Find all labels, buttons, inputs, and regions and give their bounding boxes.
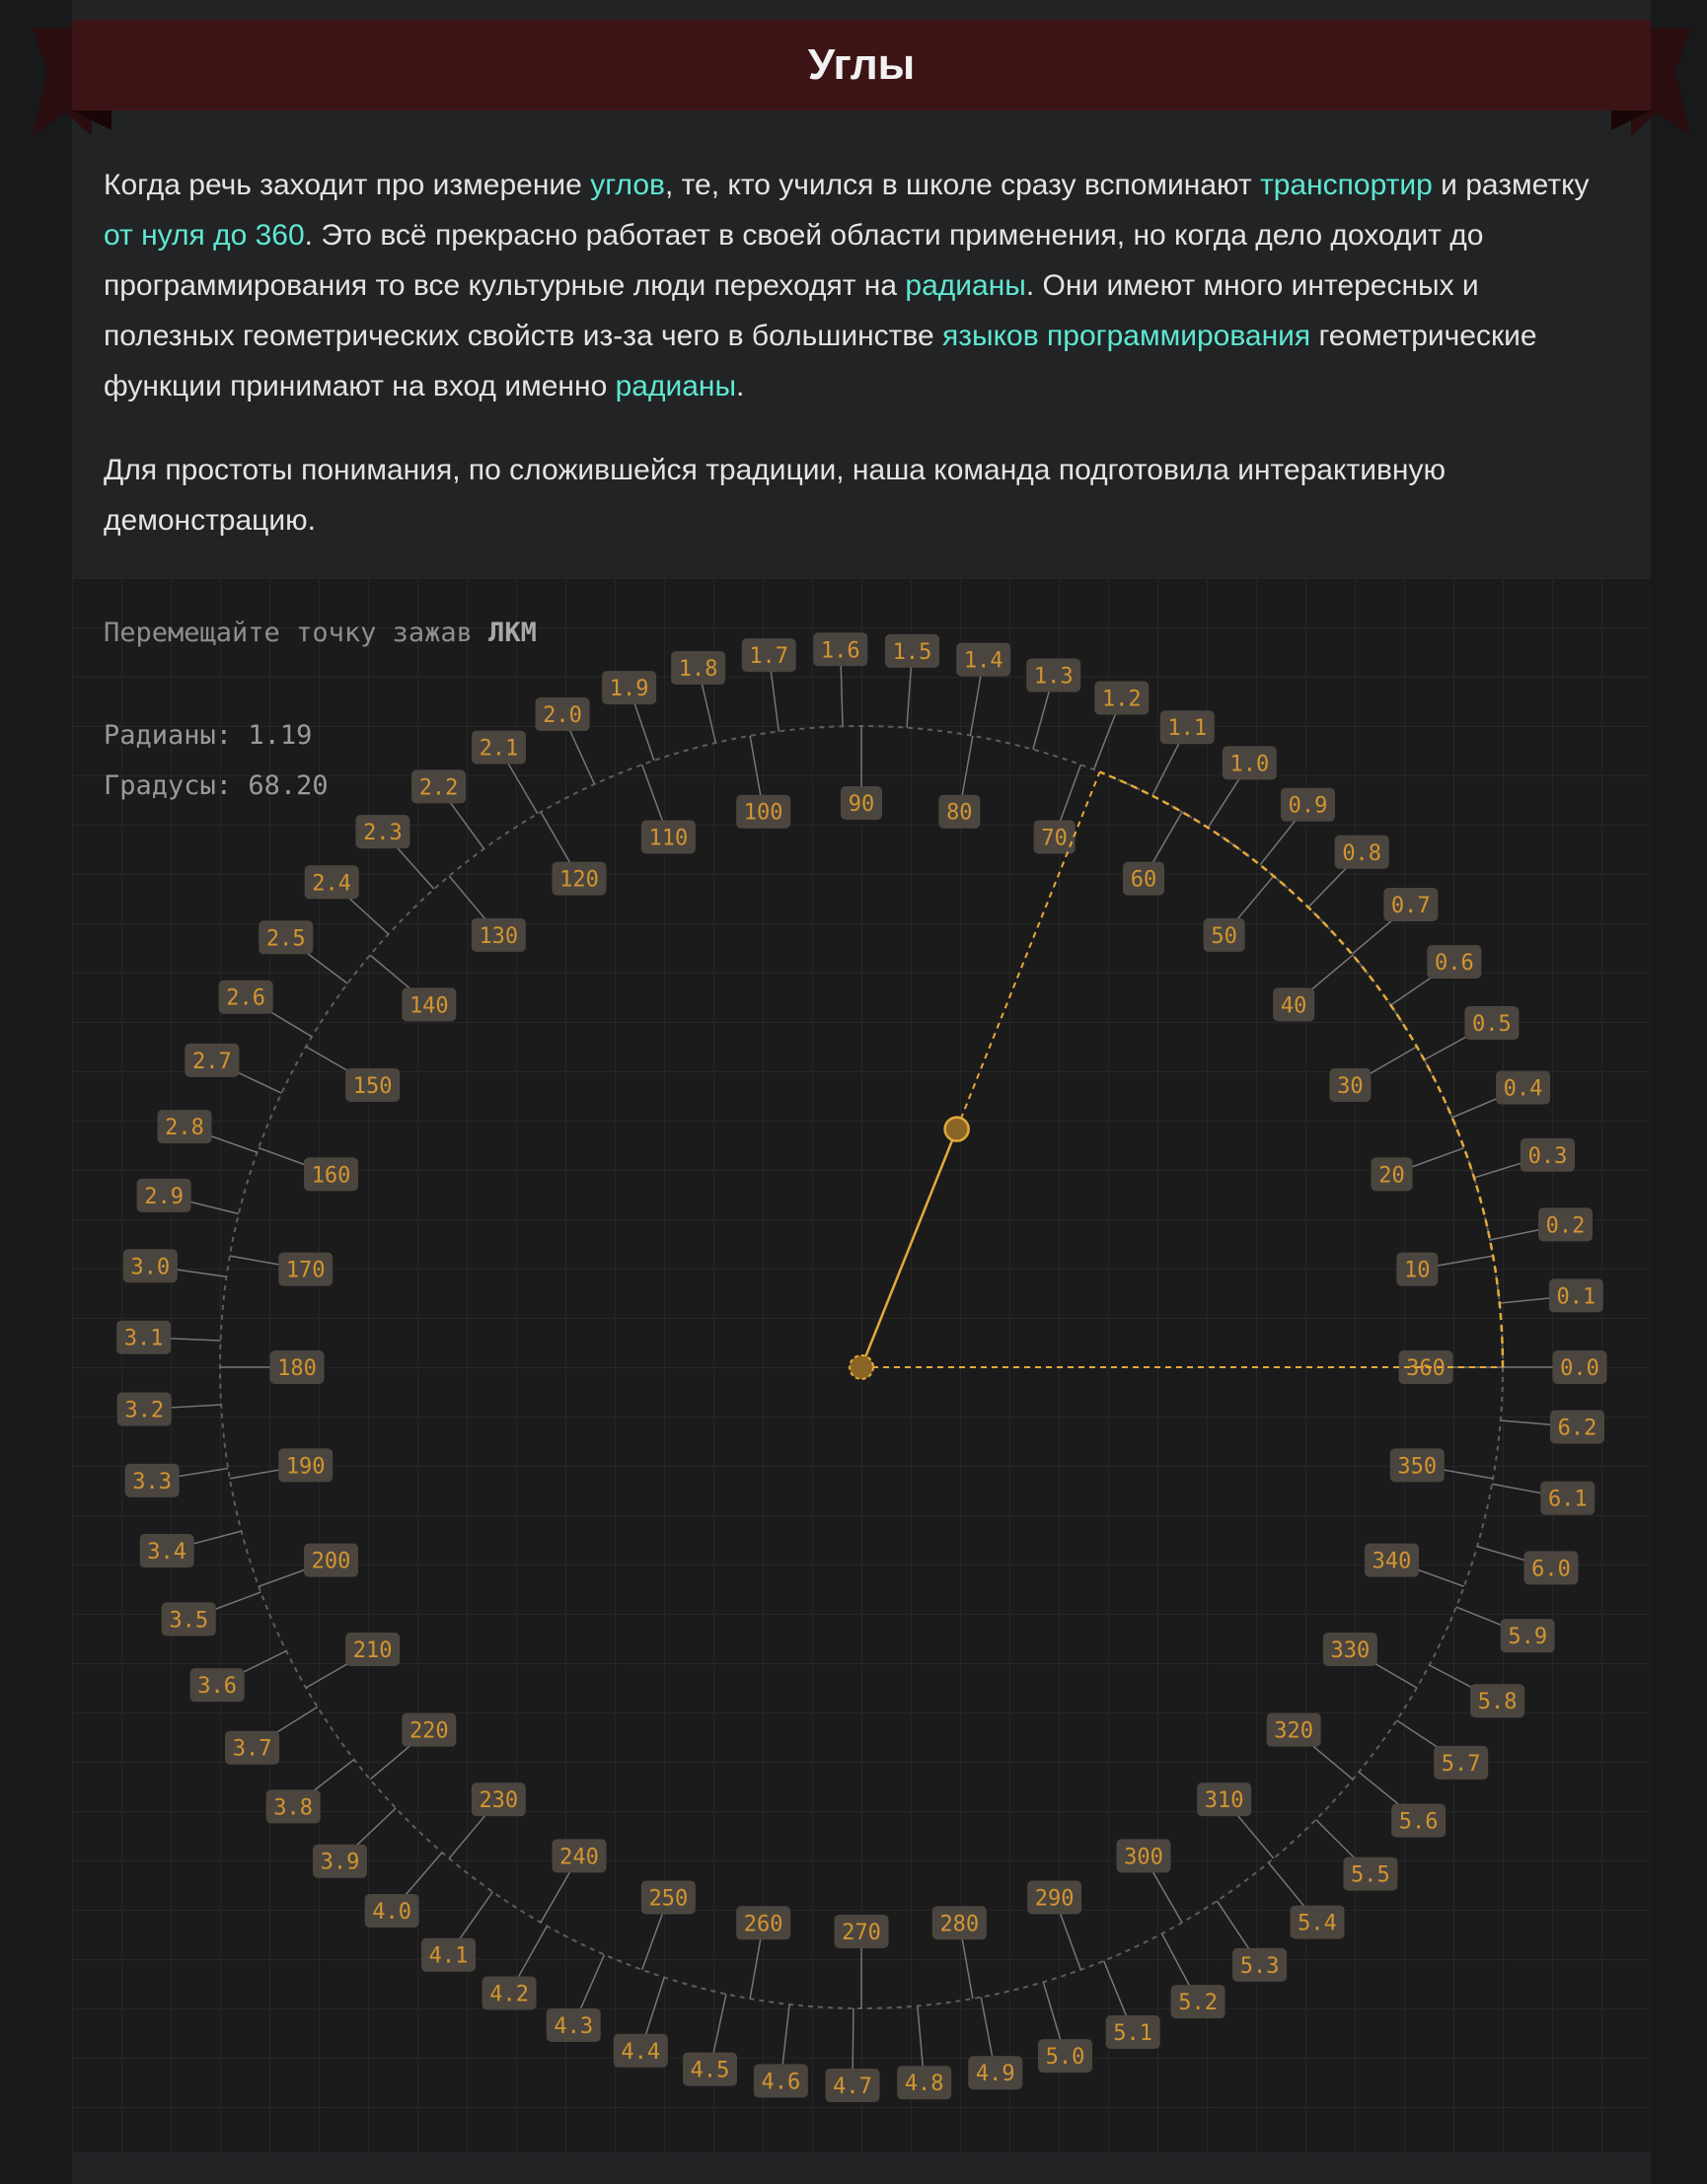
radian-tick (970, 675, 981, 735)
radian-label: 2.3 (363, 821, 403, 846)
radian-label: 1.7 (749, 644, 789, 670)
text: , те, кто учился в школе сразу вспоминают (664, 169, 1260, 201)
degree-label: 80 (946, 800, 973, 826)
radian-label: 0.9 (1288, 793, 1328, 819)
radian-label: 3.4 (147, 1540, 187, 1565)
radian-tick (841, 665, 843, 726)
radian-label: 4.4 (621, 2039, 661, 2065)
degree-label: 340 (1372, 1549, 1412, 1574)
degree-label: 310 (1204, 1788, 1244, 1814)
radian-label: 5.6 (1398, 1809, 1439, 1835)
page-title: Углы (807, 40, 916, 89)
radian-label: 4.8 (904, 2072, 944, 2097)
degree-tick (1060, 1913, 1080, 1970)
radian-label: 2.0 (543, 703, 582, 729)
radian-label: 1.3 (1033, 664, 1074, 690)
degree-label: 330 (1330, 1638, 1371, 1663)
radian-label: 3.0 (130, 1255, 171, 1280)
degree-tick (1234, 1811, 1274, 1857)
degree-tick (541, 812, 571, 865)
degree-label: 360 (1406, 1356, 1446, 1381)
radian-label: 4.1 (428, 1943, 469, 1969)
radian-tick (782, 2004, 789, 2066)
radian-tick (1260, 817, 1299, 865)
radian-label: 1.2 (1101, 687, 1142, 712)
radians-value: 1.19 (248, 720, 313, 751)
radian-label: 1.8 (678, 657, 718, 683)
degree-label: 150 (352, 1074, 393, 1099)
demo-intro-text: Для простоты понимания, по сложившейся традиции, наша команда подготовила интерактивную демонстрацию. (104, 454, 1446, 537)
radian-tick (580, 1955, 605, 2011)
radian-label: 0.2 (1545, 1213, 1586, 1239)
radian-tick (702, 684, 715, 743)
degree-label: 10 (1404, 1258, 1431, 1283)
degree-tick (750, 1938, 761, 1999)
radian-label: 5.2 (1178, 1991, 1218, 2016)
angle-dial[interactable] (72, 578, 1651, 2152)
radian-label: 1.1 (1167, 716, 1208, 742)
title-ribbon (33, 20, 1690, 110)
radian-label: 3.6 (197, 1674, 238, 1700)
degrees-readout (104, 770, 329, 801)
degree-tick (962, 1938, 973, 1999)
radian-label: 3.5 (169, 1608, 209, 1634)
degree-label: 90 (848, 792, 875, 817)
radian-label: 0.3 (1527, 1143, 1568, 1169)
radian-tick (394, 843, 434, 889)
radian-tick (771, 671, 779, 731)
radian-tick (1043, 1982, 1061, 2040)
radian-label: 3.2 (124, 1398, 165, 1423)
degree-label: 260 (743, 1912, 783, 1937)
radian-label: 0.6 (1434, 950, 1474, 976)
radian-label: 0.8 (1342, 840, 1382, 866)
radian-label: 3.7 (232, 1736, 272, 1762)
text: Когда речь заходит про измерение (104, 169, 591, 201)
radian-label: 4.5 (690, 2058, 730, 2083)
radian-label: 4.0 (372, 1899, 412, 1925)
radian-label: 0.0 (1560, 1356, 1599, 1381)
radian-label: 2.2 (418, 775, 459, 801)
radian-label: 4.6 (761, 2070, 801, 2095)
radian-tick (448, 799, 483, 848)
degree-label: 320 (1274, 1718, 1314, 1744)
degree-label: 290 (1034, 1886, 1075, 1912)
link-zero-to-360[interactable]: от нуля до 360 (104, 219, 305, 252)
radian-label: 2.7 (191, 1049, 232, 1074)
radian-tick (1217, 1901, 1250, 1952)
degree-label: 180 (277, 1356, 317, 1381)
degree-label: 350 (1397, 1454, 1438, 1480)
radian-label: 3.1 (123, 1326, 164, 1351)
degree-label: 210 (352, 1638, 393, 1663)
degree-label: 270 (842, 1921, 881, 1945)
angle-arc (1100, 772, 1503, 1367)
degree-label: 110 (648, 826, 689, 851)
degree-label: 50 (1211, 923, 1237, 949)
link-radians[interactable]: радианы (905, 269, 1026, 302)
degree-label: 140 (408, 993, 449, 1019)
degree-tick (642, 1913, 663, 1970)
radian-tick (507, 761, 538, 814)
text: геометрические функции принимают на вход именно (104, 320, 1537, 402)
radian-label: 5.1 (1113, 2020, 1153, 2046)
radian-tick (918, 2006, 923, 2068)
radian-label: 1.0 (1229, 752, 1270, 777)
radian-label: 6.0 (1531, 1557, 1571, 1582)
degree-tick (1407, 1148, 1464, 1169)
radian-label: 5.4 (1298, 1911, 1337, 1936)
radian-tick (1269, 1862, 1307, 1910)
degree-label: 60 (1130, 867, 1157, 893)
degree-label: 240 (559, 1845, 599, 1870)
radian-tick (853, 2008, 854, 2070)
radian-label: 1.6 (820, 638, 860, 664)
radian-tick (458, 1892, 493, 1942)
radian-tick (403, 1853, 443, 1899)
degree-label: 230 (479, 1788, 519, 1814)
radian-tick (1208, 776, 1240, 828)
degree-label: 100 (743, 800, 783, 826)
center-point (850, 1355, 873, 1379)
radians-readout (104, 720, 312, 751)
radians-label: Радианы: (104, 720, 249, 751)
radian-label: 0.7 (1390, 894, 1431, 919)
hint-key: ЛКМ (488, 618, 537, 648)
radian-tick (569, 729, 595, 784)
radian-tick (907, 667, 911, 728)
radian-label: 2.6 (226, 985, 266, 1011)
degree-label: 190 (285, 1454, 326, 1480)
degree-tick (449, 876, 488, 922)
degrees-value: 68.20 (248, 770, 329, 801)
degree-tick (541, 1869, 571, 1923)
radian-tick (634, 702, 654, 761)
radian-tick (645, 1978, 664, 2036)
degree-label: 30 (1337, 1074, 1364, 1099)
radian-label: 2.9 (144, 1184, 185, 1209)
radian-label: 0.1 (1556, 1284, 1596, 1310)
radian-tick (981, 1998, 993, 2058)
degree-tick (1060, 764, 1080, 822)
drag-hint (104, 618, 537, 648)
degree-label: 250 (648, 1886, 689, 1912)
radian-label: 5.3 (1239, 1953, 1280, 1979)
intro-paragraph (104, 160, 1603, 411)
radian-label: 5.8 (1477, 1690, 1518, 1715)
degree-label: 220 (408, 1718, 449, 1744)
radian-tick (1104, 1961, 1127, 2017)
degree-label: 170 (285, 1258, 326, 1283)
radian-label: 6.2 (1557, 1416, 1597, 1441)
text: . Они имеют много интересных и полезных геометрических свойств из-за чего в большинстве (104, 269, 1479, 352)
radian-label: 1.4 (963, 648, 1003, 674)
degrees-label: Градусы: (104, 770, 249, 801)
degree-tick (750, 736, 761, 796)
drag-handle[interactable] (945, 1118, 969, 1141)
degree-tick (1364, 1047, 1417, 1077)
radian-label: 2.4 (312, 871, 352, 897)
radian-label: 3.8 (273, 1795, 314, 1821)
radian-tick (1152, 741, 1180, 795)
degree-label: 160 (311, 1163, 351, 1189)
radian-label: 4.2 (489, 1982, 529, 2007)
degree-label: 200 (311, 1549, 351, 1574)
degree-tick (1151, 812, 1182, 865)
radian-label: 1.9 (609, 677, 649, 702)
radian-tick (1033, 691, 1050, 750)
degree-tick (1433, 1256, 1493, 1267)
angle-ray (861, 1129, 957, 1367)
degree-label: 130 (479, 923, 519, 949)
radian-label: 2.1 (479, 736, 519, 762)
radian-label: 6.1 (1547, 1487, 1588, 1512)
radian-tick (713, 1994, 726, 2054)
degree-tick (449, 1811, 488, 1857)
radian-label: 0.5 (1472, 1011, 1512, 1037)
radian-tick (1094, 712, 1116, 769)
degree-label: 280 (939, 1912, 980, 1937)
radian-label: 0.4 (1503, 1076, 1543, 1102)
radian-label: 3.3 (132, 1469, 172, 1494)
degree-tick (1305, 955, 1352, 994)
degree-label: 40 (1280, 993, 1307, 1019)
text: . (736, 370, 745, 402)
link-angles[interactable]: углов (590, 169, 665, 201)
link-protractor[interactable]: транспортир (1259, 169, 1433, 201)
article-card (72, 0, 1651, 2184)
radian-tick (1308, 863, 1351, 907)
radian-label: 2.5 (265, 926, 306, 952)
text: и разметку (1432, 169, 1590, 201)
radian-label: 5.0 (1045, 2045, 1085, 2071)
degree-tick (1151, 1869, 1182, 1923)
radian-label: 4.7 (833, 2074, 872, 2099)
text: . Это всё прекрасно работает в своей области применения, но когда дело доходит до программирования то все культурные люди переходят на (104, 219, 1484, 302)
demo-intro-paragraph (104, 445, 1603, 546)
radian-tick (517, 1927, 547, 1980)
degree-label: 70 (1041, 826, 1068, 851)
radian-tick (343, 893, 389, 934)
radian-tick (1162, 1933, 1191, 1988)
radian-label: 5.9 (1508, 1625, 1548, 1650)
radian-label: 5.5 (1351, 1862, 1390, 1888)
radian-label: 5.7 (1441, 1751, 1481, 1777)
degree-label: 120 (559, 867, 599, 893)
radian-tick (1316, 1820, 1360, 1863)
degree-tick (962, 736, 973, 796)
degree-tick (642, 764, 663, 822)
degree-label: 20 (1378, 1163, 1405, 1189)
hint-text: Перемещайте точку зажав (104, 618, 489, 648)
radian-label: 4.3 (554, 2013, 594, 2039)
angle-demo-canvas[interactable] (72, 578, 1651, 2152)
degree-tick (1234, 876, 1274, 922)
link-programming-languages[interactable]: языков программирования (942, 320, 1311, 352)
link-radians-2[interactable]: радианы (615, 370, 737, 402)
radian-label: 4.9 (975, 2062, 1015, 2087)
degree-label: 300 (1124, 1845, 1163, 1870)
radian-label: 1.5 (892, 639, 932, 665)
radian-tick (351, 1808, 396, 1851)
radian-label: 2.8 (165, 1116, 204, 1141)
radian-label: 3.9 (320, 1850, 360, 1875)
